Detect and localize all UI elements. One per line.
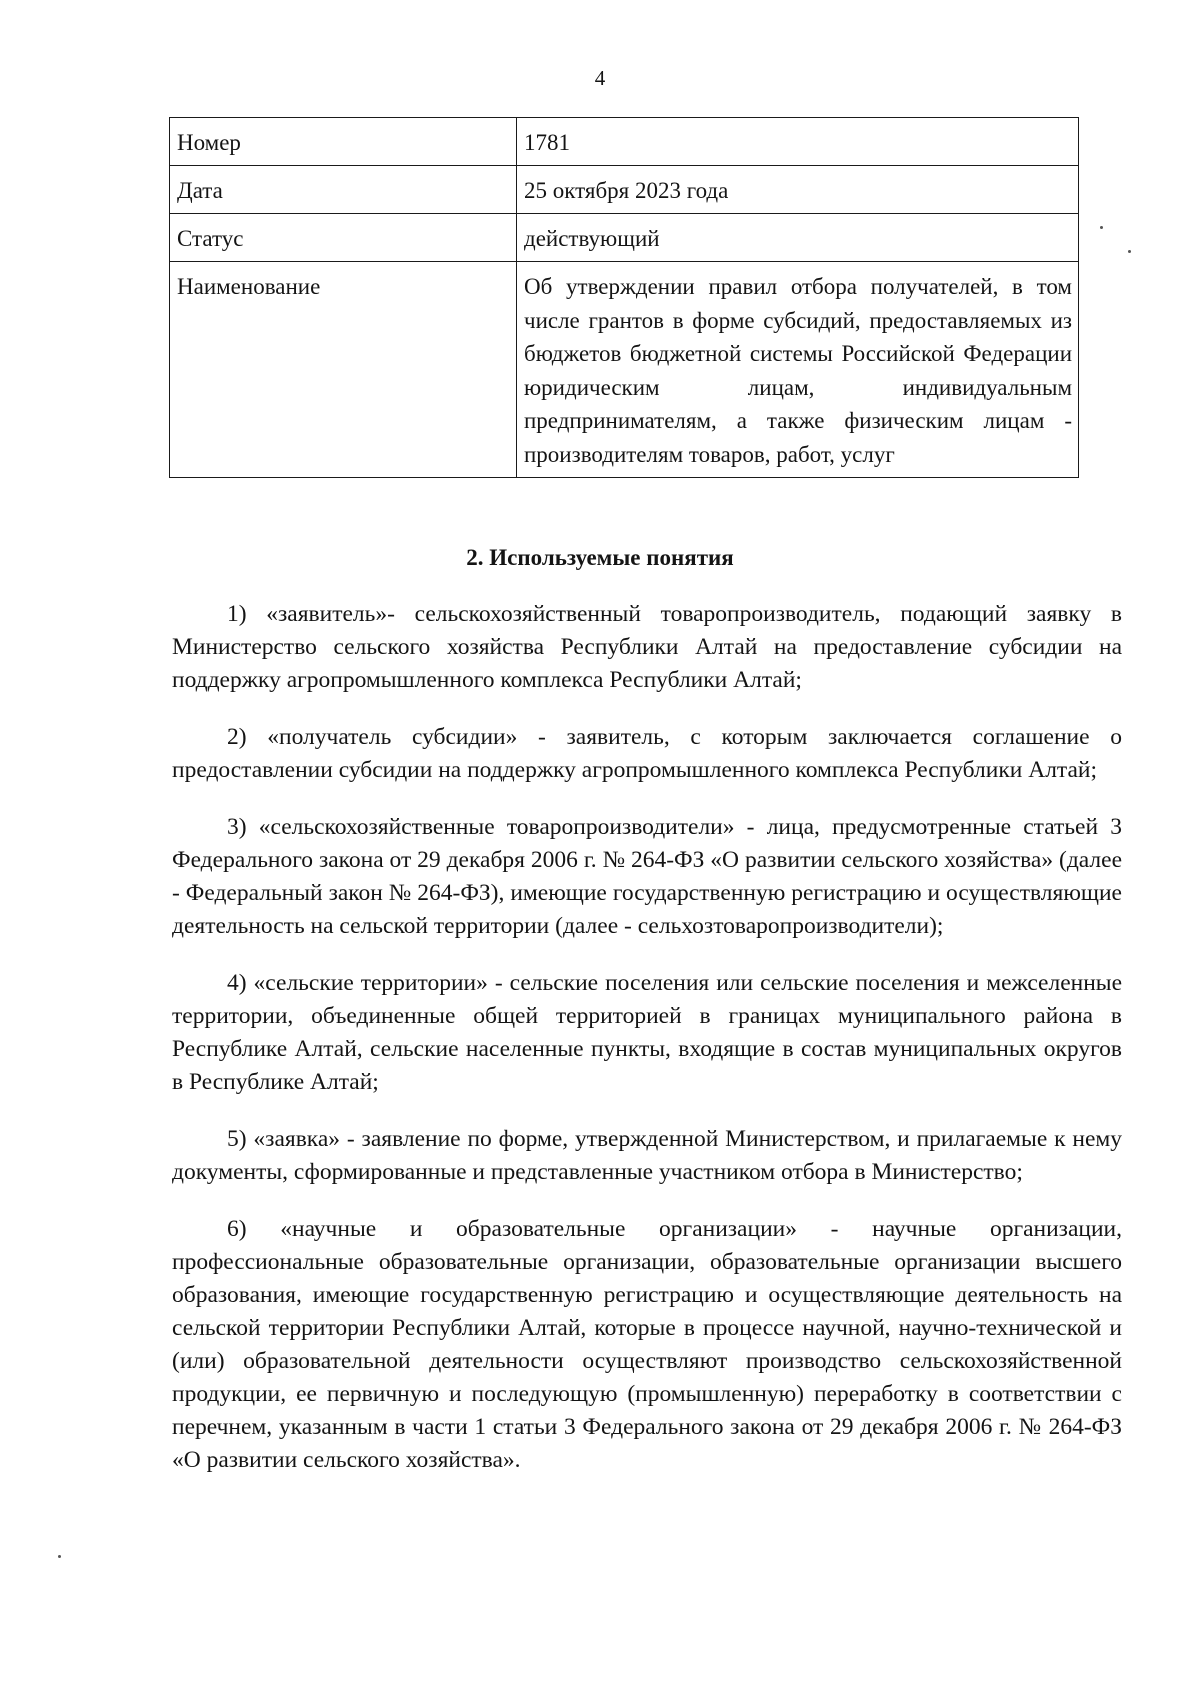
table-row <box>170 166 1079 214</box>
document-info-table <box>169 117 1079 478</box>
scan-speck <box>58 1555 61 1558</box>
table-label-title: Наименование <box>170 262 517 478</box>
scan-speck <box>1128 250 1131 253</box>
definition-item: 5) «заявка» - заявление по форме, утвержденной Министерством, и прилагаемые к нему документы, сформированные и представленные участником отбора в Министерство; <box>172 1126 1122 1185</box>
table-value-number: 1781 <box>517 118 1079 166</box>
table-row <box>170 262 1079 478</box>
definition-item: 2) «получатель субсидии» - заявитель, с которым заключается соглашение о предоставлении субсидии на поддержку агропромышленного комплекса Республики Алтай; <box>172 724 1122 783</box>
table-label-status: Статус <box>170 214 517 262</box>
table-row <box>170 118 1079 166</box>
page-number: 4 <box>594 66 606 90</box>
table-value-status: действующий <box>517 214 1079 262</box>
table-value-date: 25 октября 2023 года <box>517 166 1079 214</box>
table-row <box>170 214 1079 262</box>
scan-speck <box>1100 226 1103 229</box>
definition-item: 1) «заявитель»- сельскохозяйственный товаропроизводитель, подающий заявку в Министерство сельского хозяйства Республики Алтай на предоставление субсидии на поддержку агропромышленного комплекса Республики Алтай; <box>172 601 1122 693</box>
table-label-date: Дата <box>170 166 517 214</box>
definition-item: 4) «сельские территории» - сельские поселения или сельские поселения и межселенные территории, объединенные общей территорией в границах муниципального района в Республике Алтай, сельские населенные пункты, входящие в состав муниципальных округов в Республике Алтай; <box>172 970 1122 1095</box>
definition-item: 6) «научные и образовательные организации» - научные организации, профессиональные образовательные организации, образовательные организации высшего образования, имеющие государственную регистрацию и осуществляющие деятельность на сельской территории Республики Алтай, которые в процессе научной, научно-технической и (или) образовательной деятельности осуществляют производство сельскохозяйственной продукции, ее первичную и последующую (промышленную) переработку в соответствии с перечнем, указанным в части 1 статьи 3 Федерального закона от 29 декабря 2006 г. № 264-ФЗ «О развитии сельского хозяйства». <box>172 1216 1122 1473</box>
definition-item: 3) «сельскохозяйственные товаропроизводители» - лица, предусмотренные статьей 3 Федерального закона от 29 декабря 2006 г. № 264-ФЗ «О развитии сельского хозяйства» (далее - Федеральный закон № 264-ФЗ), имеющие государственную регистрацию и осуществляющие деятельность на сельской территории (далее - сельхозтоваропроизводители); <box>172 814 1122 939</box>
definitions-list <box>172 598 1122 1501</box>
table-label-number: Номер <box>170 118 517 166</box>
table-value-title: Об утверждении правил отбора получателей, в том числе грантов в форме субсидий, предоставляемых из бюджетов бюджетной системы Российской Федерации юридическим лицам, индивидуальным предпринимателям, а также физическим лицам - производителям товаров, работ, услуг <box>517 262 1079 478</box>
section-heading: 2. Используемые понятия <box>466 545 734 570</box>
